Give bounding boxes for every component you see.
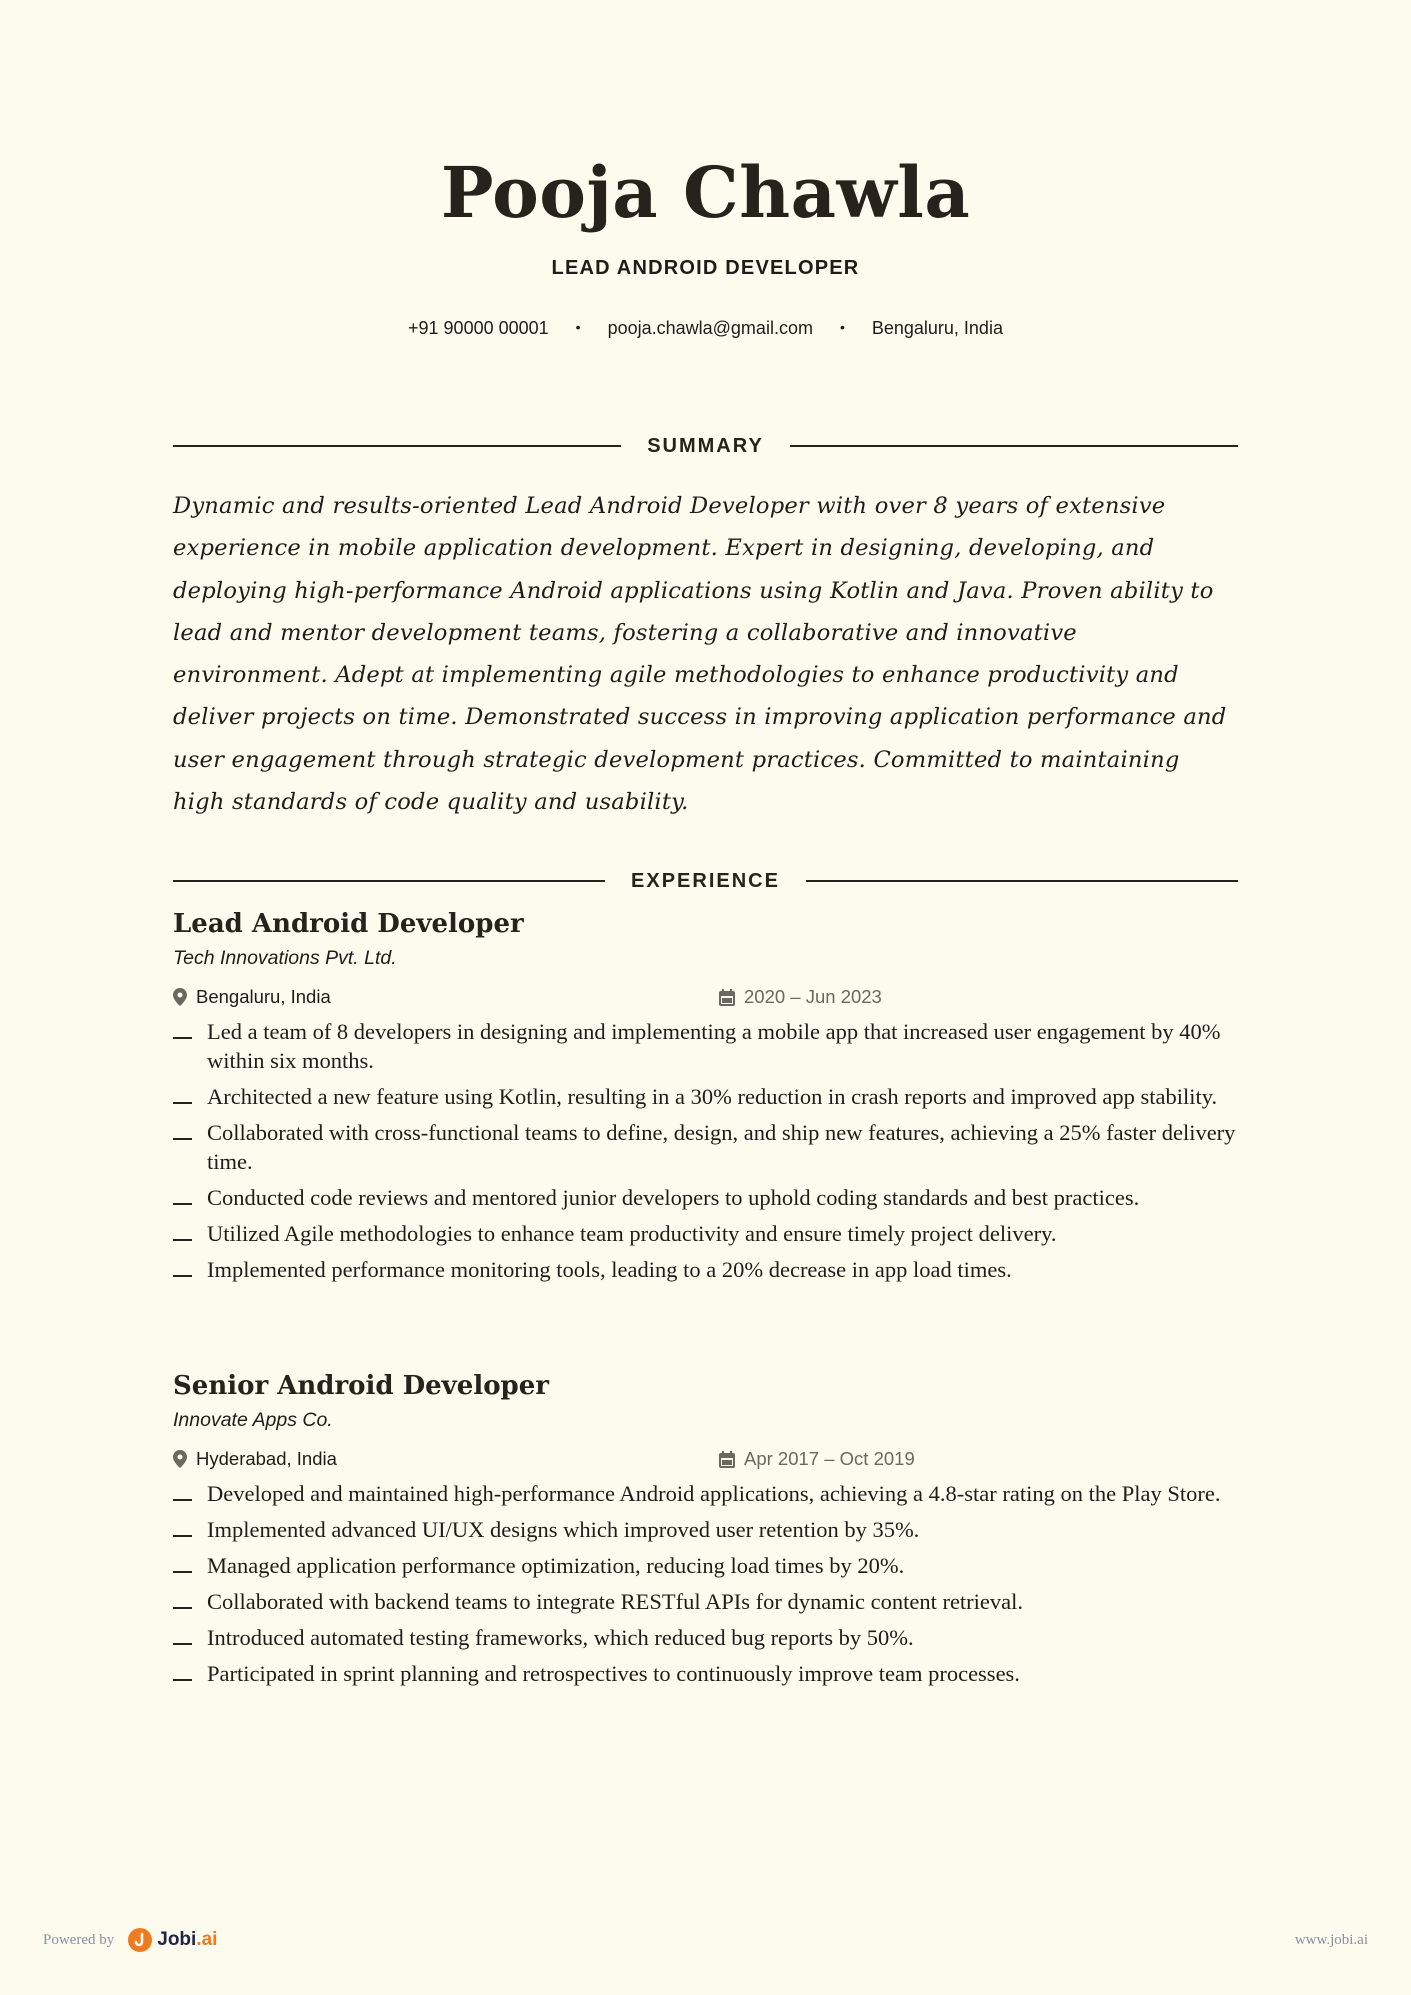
job-entry: [173, 1369, 1238, 1695]
job-title: Senior Android Developer: [173, 1371, 549, 1401]
summary-heading: [173, 434, 1238, 458]
bullet-item: Developed and maintained high-performance Android applications, achieving a 4.8-star rating on the Play Store.: [173, 1479, 1238, 1508]
bullet-item: Collaborated with cross-functional teams to define, design, and ship new features, achieving a 25% faster delivery time.: [173, 1118, 1238, 1176]
contact-row: [0, 318, 1411, 339]
job-meta: [173, 1445, 1238, 1473]
bullet-item: Implemented performance monitoring tools, leading to a 20% decrease in app load times.: [173, 1255, 1238, 1284]
bullet-item: Implemented advanced UI/UX designs which improved user retention by 35%.: [173, 1515, 1238, 1544]
job-title: Lead Android Developer: [173, 909, 524, 939]
powered-by: [43, 1928, 217, 1952]
job-location: [173, 983, 331, 1011]
heading-rule: [790, 445, 1238, 447]
job-dates-text: 2020 – Jun 2023: [744, 986, 882, 1007]
contact-separator: •: [839, 318, 845, 335]
candidate-name: Pooja Chawla: [440, 151, 971, 234]
job-bullets: [173, 1017, 1238, 1284]
company-name: Tech Innovations Pvt. Ltd.: [173, 947, 397, 969]
website-link[interactable]: www.jobi.ai: [1294, 1932, 1368, 1948]
bullet-item: Conducted code reviews and mentored junior developers to uphold coding standards and best practices.: [173, 1183, 1238, 1212]
company-name: Innovate Apps Co.: [173, 1409, 333, 1431]
bullet-item: Collaborated with backend teams to integrate RESTful APIs for dynamic content retrieval.: [173, 1587, 1238, 1616]
bullet-item: Participated in sprint planning and retrospectives to continuously improve team processes.: [173, 1659, 1238, 1688]
heading-rule: [806, 880, 1238, 882]
job-location-text: Bengaluru, India: [196, 986, 331, 1007]
job-location-text: Hyderabad, India: [196, 1448, 337, 1469]
bullet-item: Utilized Agile methodologies to enhance team productivity and ensure timely project delivery.: [173, 1219, 1238, 1248]
contact-location: Bengaluru, India: [871, 318, 1003, 338]
bullet-item: Managed application performance optimization, reducing load times by 20%.: [173, 1551, 1238, 1580]
bullet-item: Introduced automated testing frameworks, which reduced bug reports by 50%.: [173, 1623, 1238, 1652]
experience-heading-label: EXPERIENCE: [631, 869, 780, 892]
job-dates: [719, 983, 882, 1011]
job-location: [173, 1445, 337, 1473]
experience-heading: [173, 869, 1238, 893]
map-pin-icon: [173, 988, 187, 1006]
job-entry: [173, 907, 1238, 1291]
contact-separator: •: [575, 318, 581, 335]
powered-by-label: Powered by: [43, 1931, 115, 1948]
brand-suffix: .ai: [196, 1929, 218, 1950]
job-meta: [173, 983, 1238, 1011]
email-address[interactable]: pooja.chawla@gmail.com: [607, 318, 813, 338]
jobi-brand[interactable]: [157, 1929, 217, 1951]
job-bullets: [173, 1479, 1238, 1688]
summary-heading-label: SUMMARY: [647, 434, 764, 457]
heading-rule: [173, 880, 605, 882]
job-dates-text: Apr 2017 – Oct 2019: [744, 1448, 915, 1469]
calendar-icon: [719, 989, 735, 1006]
job-dates: [719, 1445, 915, 1473]
map-pin-icon: [173, 1450, 187, 1468]
summary-text: Dynamic and results-oriented Lead Android Developer with over 8 years of extensive experience in mobile application development. Expert in designing, developing, and deploying high-performance Android applications using Kotlin and Java. Proven ability to lead and mentor development teams, fostering a collaborative and innovative environment. Adept at implementing agile methodologies to enhance productivity and deliver projects on time. Demonstrated success in improving application performance and user engagement through strategic development practices. Committed to maintaining high standards of code quality and usability.: [173, 493, 1227, 816]
bullet-item: Led a team of 8 developers in designing and implementing a mobile app that increased user engagement by 40% within six months.: [173, 1017, 1238, 1075]
calendar-icon: [719, 1451, 735, 1468]
phone-number[interactable]: +91 90000 00001: [408, 318, 549, 338]
brand-main: Jobi: [157, 1929, 197, 1950]
jobi-logo-icon[interactable]: [128, 1928, 152, 1952]
heading-rule: [173, 445, 621, 447]
bullet-item: Architected a new feature using Kotlin, resulting in a 30% reduction in crash reports and improved app stability.: [173, 1082, 1238, 1111]
candidate-title: LEAD ANDROID DEVELOPER: [551, 257, 860, 279]
